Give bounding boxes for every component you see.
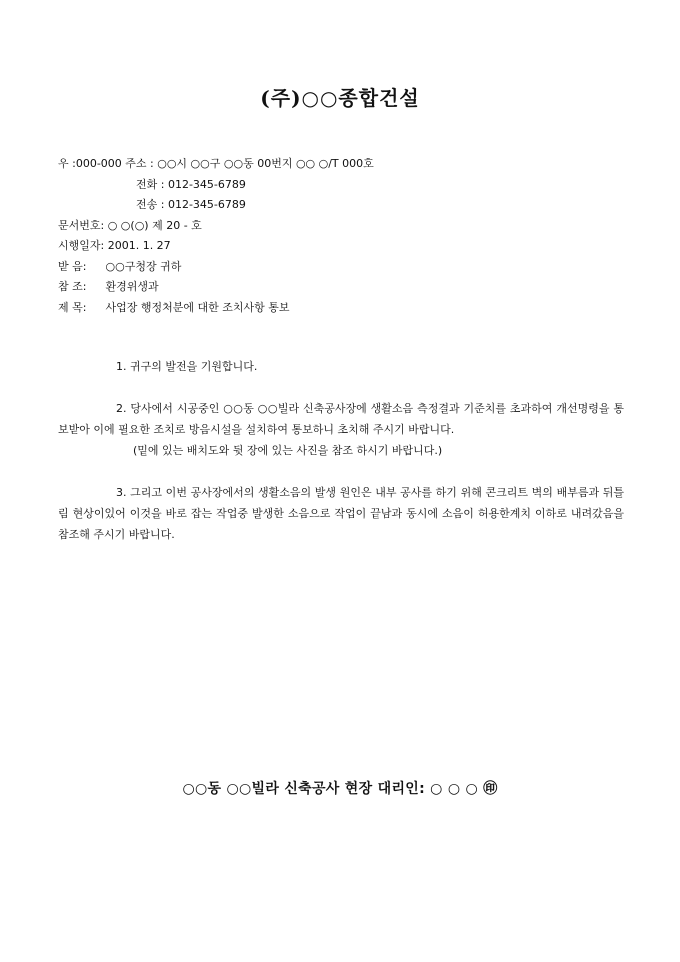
paragraph-2-note: (밑에 있는 배치도와 뒷 장에 있는 사진을 참조 하시기 바랍니다.) — [133, 444, 443, 457]
document-body — [58, 356, 624, 545]
subject-value: 사업장 행정처분에 대한 조치사항 통보 — [105, 300, 290, 314]
date-line: 시행일자: 2001. 1. 27 — [58, 239, 171, 252]
document-title: (주)○○종합건설 — [260, 86, 420, 110]
recipient-value: ○○구청장 귀하 — [105, 259, 182, 273]
fax-line: 전송 : 012-345-6789 — [136, 198, 246, 211]
subject-label: 제 목: — [58, 300, 87, 314]
phone-line: 전화 : 012-345-6789 — [136, 177, 246, 191]
reference-value: 환경위생과 — [105, 280, 159, 293]
signature-line: ○○동 ○○빌라 신축공사 현장 대리인: ○ ○ ○ ㊞ — [182, 781, 498, 797]
doc-number-line: 문서번호: ○ ○(○) 제 20 - 호 — [58, 218, 202, 232]
address-line: 우 :000-000 주소 : ○○시 ○○구 ○○동 00번지 ○○ ○/T 000호 — [58, 157, 374, 170]
paragraph-3: 3. 그리고 이번 공사장에서의 생활소음의 발생 원인은 내부 공사를 하기 위해 콘크리트 벽의 배부름과 뒤틀림 현상이있어 이것을 바로 잡는 작업중 발생한 소음으로 작업이 끝남과 동시에 소음이 허용한계치 이하로 내려갔음을 참조해 주시기 바랍니다. — [58, 486, 624, 541]
subject-line — [58, 298, 638, 319]
document-header — [58, 154, 638, 318]
reference-label: 참 조: — [58, 280, 87, 293]
paragraph-2: 2. 당사에서 시공중인 ○○동 ○○빌라 신축공사장에 생활소음 측정결과 기준치를 초과하여 개선명령을 통보받아 이에 필요한 조치로 방음시설을 설치하여 통보하니 초치해 주시기 바랍니다. — [58, 402, 624, 436]
paragraph-1: 1. 귀구의 발전을 기원합니다. — [116, 360, 258, 373]
recipient-line — [58, 257, 638, 278]
recipient-label: 받 음: — [58, 259, 87, 273]
reference-line — [58, 277, 638, 298]
